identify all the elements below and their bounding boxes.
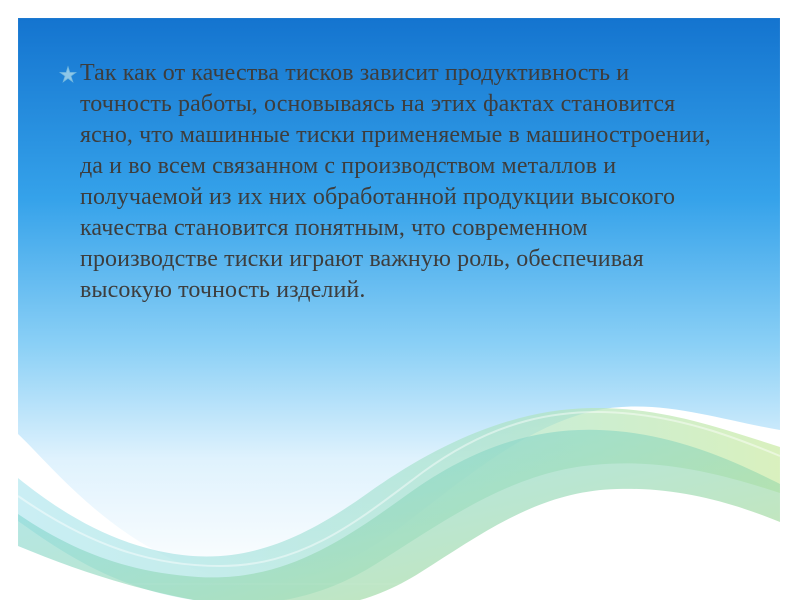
bullet-list-item [58, 58, 718, 306]
bullet-body-text: Так как от качества тисков зависит продуктивность и точность работы, основываясь на этих фактах становится ясно, что машинные тиски применяемые в машиностроении, да и во всем связанном с производством металлов и получаемой из их них обработанной продукции высокого качества становится понятным, что современном производстве тиски играют важную роль, обеспечивая высокую точность изделий. [80, 60, 711, 303]
star-bullet-icon [58, 65, 78, 85]
slide-content [58, 58, 718, 306]
